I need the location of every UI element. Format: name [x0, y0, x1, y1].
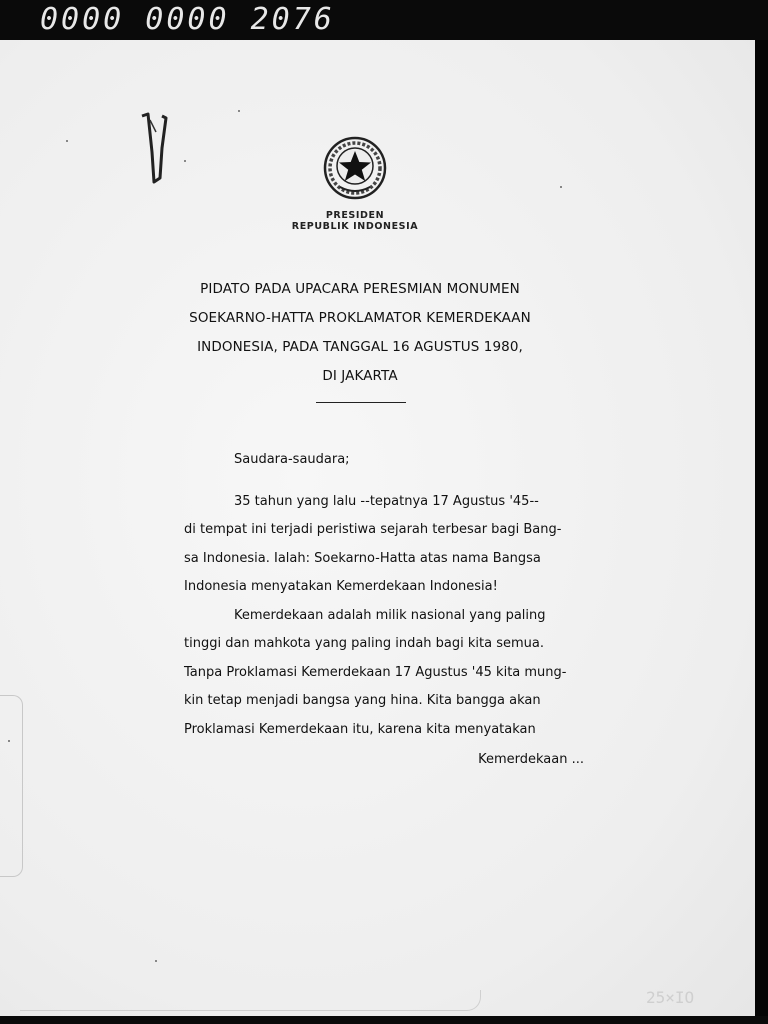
title-line: PIDATO PADA UPACARA PERESMIAN MONUMEN: [200, 281, 520, 297]
letterhead-line-presiden: PRESIDEN: [325, 210, 385, 221]
film-bottom-border: [0, 1016, 768, 1024]
speech-body: [184, 446, 584, 775]
dust-speck: [155, 960, 157, 962]
handwritten-margin-mark: [140, 112, 170, 184]
body-line: kin tetap menjadi bangsa yang hina. Kita bangga akan: [184, 693, 541, 708]
dust-speck: [8, 740, 10, 742]
body-line: sa Indonesia. Ialah: Soekarno-Hatta atas nama Bangsa: [184, 550, 541, 566]
body-line: Kemerdekaan adalah milik nasional yang paling: [234, 607, 546, 623]
dust-speck: [560, 186, 562, 188]
film-right-border: [755, 40, 768, 1024]
title-line: SOEKARNO-HATTA PROKLAMATOR KEMERDEKAAN: [189, 310, 531, 326]
title-line: DI JAKARTA: [322, 368, 398, 384]
dust-speck: [184, 160, 186, 162]
film-scratch-bottom: [20, 990, 481, 1011]
speech-title: [150, 275, 570, 391]
body-line: Tanpa Proklamasi Kemerdekaan 17 Agustus '45 kita mung-: [184, 664, 567, 680]
title-underline: [316, 402, 406, 403]
body-line: Proklamasi Kemerdekaan itu, karena kita menyatakan: [184, 721, 536, 737]
paragraph-2: [184, 602, 584, 745]
letterhead: [260, 210, 450, 232]
paragraph-1: [184, 488, 584, 602]
title-line: INDONESIA, PADA TANGGAL 16 AGUSTUS 1980,: [197, 339, 523, 355]
dust-speck: [66, 140, 68, 142]
film-frame-mark: 25×IO: [646, 988, 695, 1007]
body-line: Indonesia menyatakan Kemerdekaan Indonesia!: [184, 579, 498, 594]
film-frame-counter: 0000 0000 2076: [40, 2, 335, 37]
film-scratch-left: [0, 695, 23, 877]
salutation: Saudara-saudara;: [234, 452, 350, 467]
dust-speck: [238, 110, 240, 112]
body-line: di tempat ini terjadi peristiwa sejarah terbesar bagi Bang-: [184, 522, 562, 537]
letterhead-line-republik: REPUBLIK INDONESIA: [291, 221, 419, 232]
garuda-star-emblem-icon: [322, 135, 388, 201]
body-line: tinggi dan mahkota yang paling indah bagi kita semua.: [184, 636, 544, 651]
body-line: 35 tahun yang lalu --tepatnya 17 Agustus '45--: [234, 493, 539, 509]
catchword: Kemerdekaan ...: [478, 752, 584, 767]
